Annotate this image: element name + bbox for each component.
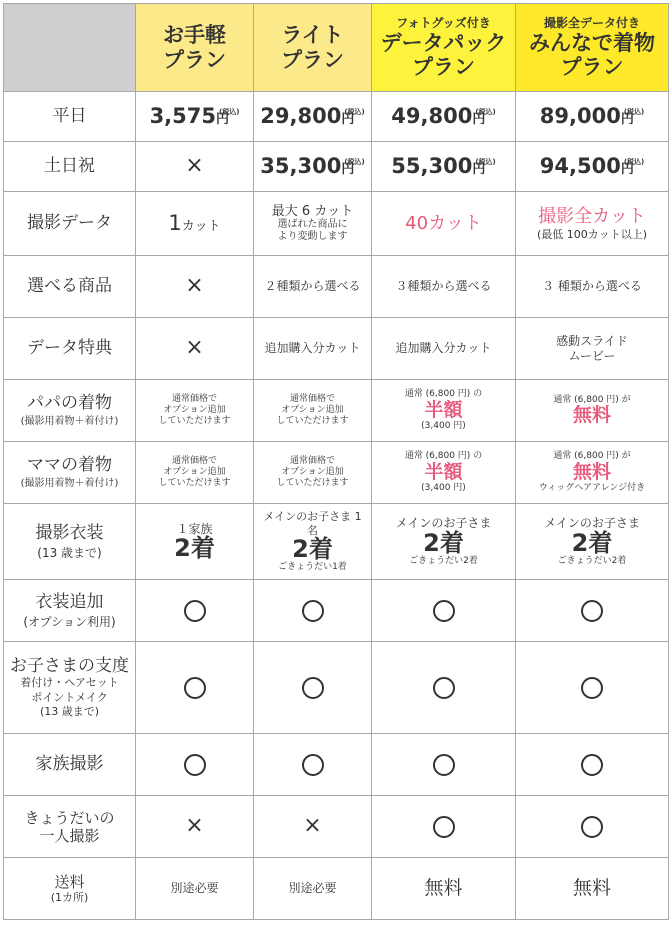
data-cell — [254, 192, 372, 256]
costume-target: メインのお子さま — [395, 516, 492, 531]
price-value: 94,500 — [539, 153, 621, 178]
shipping-cell: 別途必要 — [254, 858, 372, 920]
price-cell — [516, 142, 669, 192]
sibling-note: ごきょうだい1着 — [278, 561, 347, 572]
costume-target: １家族 — [176, 521, 213, 536]
data-cell — [372, 192, 516, 256]
plan-header-light — [254, 4, 372, 92]
data-bonus-row — [4, 318, 669, 380]
cut-count: 40カット — [405, 212, 482, 234]
row-label-costume — [4, 504, 136, 580]
circle-icon — [302, 754, 324, 776]
free-label: 無料 — [572, 461, 611, 484]
tax-label: (税込) — [475, 107, 496, 116]
circle-icon — [184, 754, 206, 776]
plan-name: プラン — [560, 54, 624, 79]
label-sub: (撮影用着物＋着付け) — [20, 415, 119, 427]
check-cell — [372, 734, 516, 796]
option-note: オプション追加 — [281, 467, 344, 478]
bonus-cell: 追加購入分カット — [254, 318, 372, 380]
label-sub: (撮影用着物＋着付け) — [20, 477, 119, 489]
yen-unit: 円 — [341, 161, 355, 177]
option-note: 通常価格で — [171, 394, 217, 405]
price-cell — [254, 92, 372, 142]
cross-cell — [136, 796, 254, 858]
circle-icon — [184, 600, 206, 622]
label-sub: (13 歳まで) — [37, 545, 102, 560]
row-label-weekday: 平日 — [4, 92, 136, 142]
row-label-papa — [4, 380, 136, 442]
costume-target: メインのお子さま — [544, 516, 640, 531]
row-label-family: 家族撮影 — [4, 734, 136, 796]
discount-price: (3,400 円) — [421, 420, 466, 431]
option-note: オプション追加 — [163, 405, 226, 416]
tax-label: (税込) — [475, 157, 496, 166]
option-note: 通常価格で — [289, 456, 335, 467]
row-label-sibling — [4, 796, 136, 858]
cross-cell — [136, 142, 254, 192]
discount-cell — [372, 380, 516, 442]
cross-icon: × — [185, 273, 204, 299]
circle-icon — [302, 677, 324, 699]
plan-subtitle: フォトグッズ付き — [396, 16, 491, 31]
price-value: 35,300 — [260, 153, 342, 178]
row-label-data-bonus: データ特典 — [4, 318, 136, 380]
plan-header-datapack — [372, 4, 516, 92]
regular-price-note: 通常 (6,800 円) が — [553, 451, 631, 462]
products-cell: ３ 種類から選べる — [516, 256, 669, 318]
shipping-cell: 別途必要 — [136, 858, 254, 920]
tax-label: (税込) — [623, 107, 645, 116]
tax-label: (税込) — [219, 107, 240, 116]
costume-row — [4, 504, 669, 580]
option-note: していただけます — [276, 477, 349, 488]
cross-icon: × — [185, 335, 204, 361]
price-cell — [372, 142, 516, 192]
check-cell — [372, 580, 516, 642]
price-cell — [254, 142, 372, 192]
cross-icon: × — [185, 153, 204, 179]
circle-icon — [433, 754, 455, 776]
shipping-cell: 無料 — [372, 858, 516, 920]
price-value: 29,800 — [260, 103, 342, 128]
check-cell — [516, 796, 669, 858]
label-sub: (1カ所) — [50, 890, 89, 904]
cuts-note: より変動します — [277, 231, 348, 243]
option-cell — [254, 442, 372, 504]
tax-label: (税込) — [623, 157, 645, 166]
label-main: 一人撮影 — [39, 826, 100, 845]
wig-note: ウィッグヘアアレンジ付き — [538, 482, 646, 493]
plan-header-otegaru — [136, 4, 254, 92]
option-note: オプション追加 — [163, 467, 226, 478]
sibling-photo-row — [4, 796, 669, 858]
bonus-text: 感動スライド — [556, 334, 628, 349]
label-main: 衣装追加 — [35, 592, 104, 613]
option-note: していただけます — [158, 477, 231, 488]
costume-cell — [372, 504, 516, 580]
cuts-note: (最低 100カット以上) — [537, 227, 647, 241]
regular-price-note: 通常 (6,800 円) が — [553, 394, 631, 405]
discount-price: (3,400 円) — [421, 482, 466, 493]
weekday-row — [4, 92, 669, 142]
label-sub: ポイントメイク — [31, 690, 108, 704]
cross-icon: × — [185, 813, 204, 839]
plan-name: お手軽 — [163, 23, 226, 48]
free-cell — [516, 442, 669, 504]
row-label-costume-add — [4, 580, 136, 642]
yen-unit: 円 — [472, 111, 486, 127]
row-label-products: 選べる商品 — [4, 256, 136, 318]
option-cell — [136, 380, 254, 442]
costume-add-row — [4, 580, 669, 642]
check-cell — [516, 734, 669, 796]
circle-icon — [184, 677, 206, 699]
circle-icon — [433, 677, 455, 699]
cross-cell — [136, 318, 254, 380]
corner-cell — [4, 4, 136, 92]
cross-cell — [254, 796, 372, 858]
yen-unit: 円 — [620, 111, 634, 127]
plan-name: プラン — [281, 47, 344, 72]
all-cuts: 撮影全カット — [538, 206, 646, 228]
plan-header-kimono — [516, 4, 669, 92]
yen-unit: 円 — [472, 161, 486, 177]
max-cuts: 最大 6 カット — [271, 203, 354, 219]
check-cell — [254, 642, 372, 734]
row-label-child-prep — [4, 642, 136, 734]
price-value: 89,000 — [539, 103, 621, 128]
cut-unit: カット — [181, 218, 221, 234]
sibling-note: ごきょうだい2着 — [409, 555, 478, 566]
half-price: 半額 — [424, 461, 463, 484]
plan-name: みんなで着物 — [529, 30, 655, 55]
circle-icon — [433, 816, 455, 838]
option-note: オプション追加 — [281, 405, 344, 416]
costume-cell — [254, 504, 372, 580]
label-main: お子さまの支度 — [10, 655, 129, 676]
photo-data-row — [4, 192, 669, 256]
costume-count: 2着 — [571, 528, 613, 557]
option-note: していただけます — [158, 415, 231, 426]
label-main: ママの着物 — [27, 455, 112, 476]
bonus-cell — [516, 318, 669, 380]
option-cell — [136, 442, 254, 504]
half-price: 半額 — [424, 399, 463, 422]
label-sub: (オプション利用) — [23, 614, 116, 629]
costume-count: 2着 — [423, 528, 464, 557]
cuts-note: 選ばれた商品に — [277, 219, 348, 231]
label-main: きょうだいの — [24, 808, 115, 827]
circle-icon — [581, 600, 603, 622]
cross-cell — [136, 256, 254, 318]
header-row — [4, 4, 669, 92]
free-label: 無料 — [572, 404, 611, 427]
row-label-mama — [4, 442, 136, 504]
discount-cell — [372, 442, 516, 504]
option-note: 通常価格で — [289, 394, 335, 405]
label-main: 撮影衣装 — [35, 523, 104, 544]
cut-count: 1 — [168, 210, 182, 235]
check-cell — [254, 580, 372, 642]
shipping-row — [4, 858, 669, 920]
check-cell — [372, 642, 516, 734]
yen-unit: 円 — [341, 111, 355, 127]
plan-name: データパック — [380, 30, 507, 55]
cross-icon: × — [303, 813, 322, 839]
circle-icon — [433, 600, 455, 622]
plan-name: プラン — [163, 47, 226, 72]
family-photo-row — [4, 734, 669, 796]
free-cell — [516, 380, 669, 442]
costume-count: 2着 — [292, 534, 333, 563]
products-row — [4, 256, 669, 318]
plan-subtitle: 撮影全データ付き — [543, 16, 640, 31]
costume-cell — [136, 504, 254, 580]
row-label-photo-data: 撮影データ — [4, 192, 136, 256]
plan-name: プラン — [412, 54, 475, 79]
data-cell — [516, 192, 669, 256]
costume-count: 2着 — [174, 534, 215, 563]
price-cell — [372, 92, 516, 142]
price-value: 49,800 — [391, 103, 473, 128]
child-prep-row — [4, 642, 669, 734]
costume-cell — [516, 504, 669, 580]
sibling-note: ごきょうだい2着 — [557, 555, 627, 566]
check-cell — [254, 734, 372, 796]
option-note: していただけます — [276, 415, 349, 426]
circle-icon — [302, 600, 324, 622]
bonus-text: ムービー — [568, 348, 616, 363]
yen-unit: 円 — [620, 161, 634, 177]
papa-kimono-row — [4, 380, 669, 442]
regular-price-note: 通常 (6,800 円) の — [404, 389, 483, 400]
products-cell: ２種類から選べる — [254, 256, 372, 318]
data-cell — [136, 192, 254, 256]
label-sub: 着付け・ヘアセット — [20, 676, 119, 690]
shipping-cell: 無料 — [516, 858, 669, 920]
plan-comparison-table — [3, 3, 669, 920]
check-cell — [516, 642, 669, 734]
tax-label: (税込) — [344, 107, 365, 116]
mama-kimono-row — [4, 442, 669, 504]
circle-icon — [581, 816, 603, 838]
price-cell — [516, 92, 669, 142]
label-main: パパの着物 — [27, 393, 112, 414]
price-cell — [136, 92, 254, 142]
row-label-shipping — [4, 858, 136, 920]
label-main: 送料 — [54, 872, 85, 891]
tax-label: (税込) — [344, 157, 365, 166]
check-cell — [372, 796, 516, 858]
bonus-cell: 追加購入分カット — [372, 318, 516, 380]
label-sub: (13 歳まで) — [39, 704, 100, 718]
price-value: 55,300 — [391, 153, 473, 178]
products-cell: ３種類から選べる — [372, 256, 516, 318]
price-value: 3,575 — [149, 103, 216, 128]
check-cell — [136, 580, 254, 642]
weekend-row — [4, 142, 669, 192]
option-cell — [254, 380, 372, 442]
yen-unit: 円 — [216, 111, 230, 127]
row-label-weekend: 土日祝 — [4, 142, 136, 192]
check-cell — [136, 734, 254, 796]
regular-price-note: 通常 (6,800 円) の — [404, 451, 483, 462]
check-cell — [136, 642, 254, 734]
costume-target: メインのお子さま 1名 — [263, 510, 362, 537]
option-note: 通常価格で — [171, 456, 217, 467]
circle-icon — [581, 677, 603, 699]
plan-name: ライト — [281, 23, 344, 48]
check-cell — [516, 580, 669, 642]
circle-icon — [581, 754, 603, 776]
